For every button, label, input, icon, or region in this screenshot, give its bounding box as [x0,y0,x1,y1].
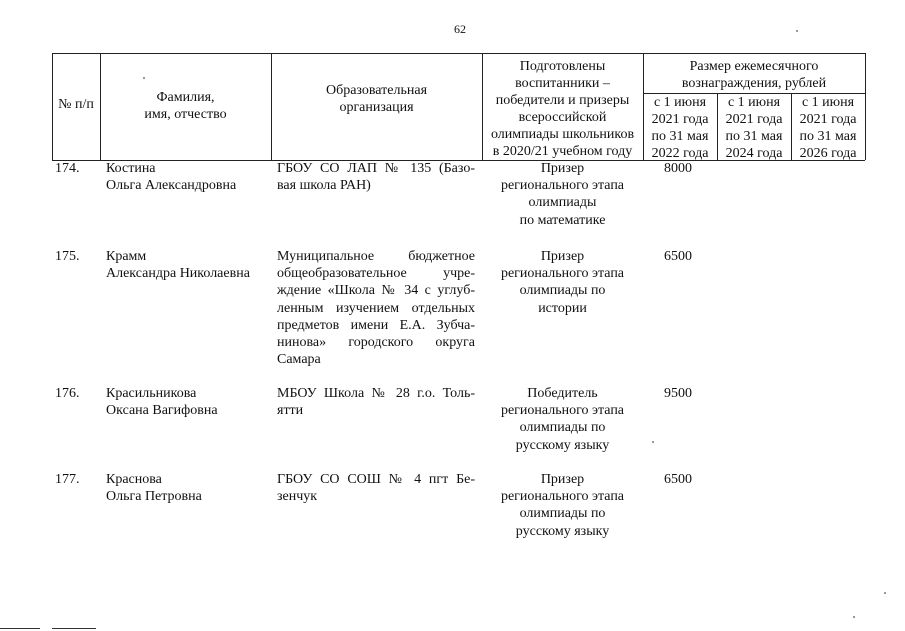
person-name: Крамм Александра Николаевна [106,249,250,282]
scan-edge-mark [0,628,40,629]
scan-speck [652,441,654,443]
row-number: 176. [55,386,80,401]
achievement: Призер регионального этапа олимпиады по математике [500,161,625,228]
person-name: Костина Ольга Александровна [106,161,237,194]
reward-amount: 8000 [664,161,692,176]
header-reward: Размер ежемесячного вознаграждения, рублей [681,59,827,91]
organization: ГБОУ СО ЛАП № 135 (Базо- вая школа РАН) [277,161,475,194]
header-name: Фамилия, имя, отчество [144,90,227,122]
header-org: Образовательная организация [325,83,428,115]
reward-amount: 6500 [664,249,692,264]
scan-speck [853,616,855,618]
scan-speck [796,30,798,32]
organization: Муниципальное бюджетное общеобразовательное учре- ждение «Школа № 34 с углуб- ленным изучением отдельных предметов имени Е.А. Зубча- нинова» городского округа Самара [277,249,475,368]
header-period-2022: с 1 июня 2021 года по 31 мая 2022 года [651,95,709,161]
header-vrule [865,53,866,160]
organization: ГБОУ СО СОШ № 4 пгт Бе- зенчук [277,472,475,505]
reward-amount: 9500 [664,386,692,401]
scan-speck [143,77,145,79]
scan-speck [884,592,886,594]
scan-edge-mark [52,628,96,629]
header-num: № п/п [58,97,94,112]
row-number: 177. [55,472,80,487]
person-name: Краснова Ольга Петровна [106,472,202,505]
achievement: Призер регионального этапа олимпиады по истории [500,249,625,316]
achievement: Призер регионального этапа олимпиады по русскому языку [500,472,625,539]
achievement: Победитель регионального этапа олимпиады по русскому языку [500,386,625,453]
organization: МБОУ Школа № 28 г.о. Толь- ятти [277,386,475,419]
reward-amount: 6500 [664,472,692,487]
row-number: 175. [55,249,80,264]
person-name: Красильникова Оксана Вагифовна [106,386,218,419]
table-header [0,0,905,160]
page-number: 62 [454,22,466,36]
header-prepared: Подготовлены воспитанники – победители и призеры всероссийской олимпиады школьников в 2020/21 учебном году [490,59,635,159]
header-top-rule [52,53,865,54]
header-period-2026: с 1 июня 2021 года по 31 мая 2026 года [799,95,857,161]
row-number: 174. [55,161,80,176]
header-period-2024: с 1 июня 2021 года по 31 мая 2024 года [725,95,783,161]
